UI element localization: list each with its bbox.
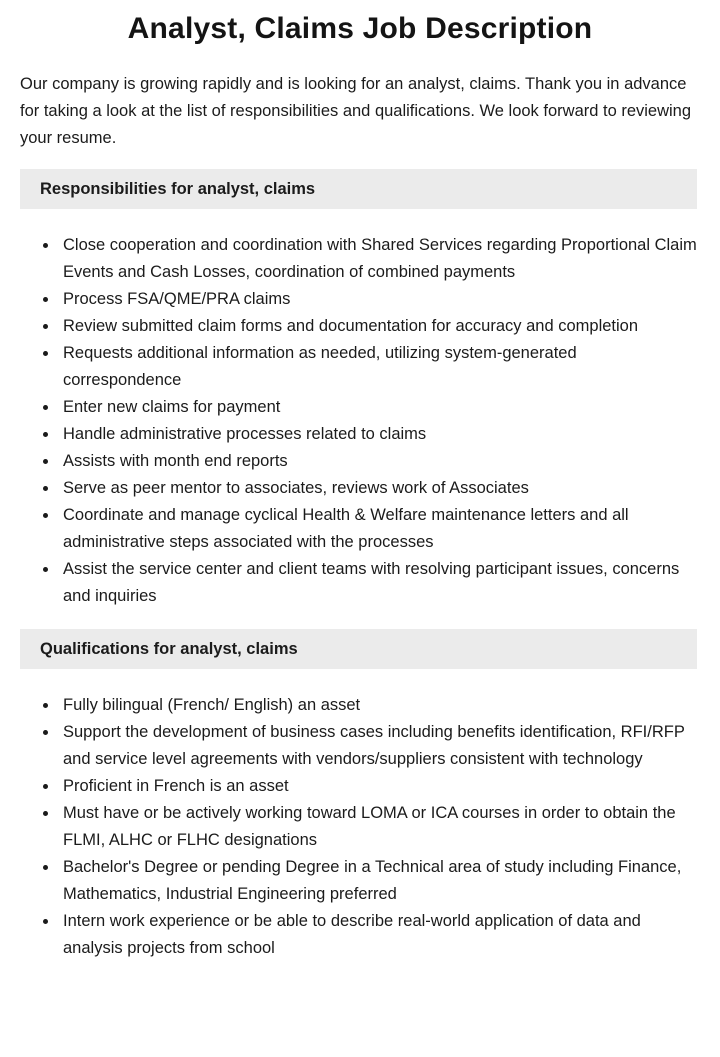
section-responsibilities — [0, 169, 720, 610]
list-item: Bachelor's Degree or pending Degree in a Technical area of study including Finance, Mathematics, Industrial Engineering preferred — [63, 854, 697, 908]
qualifications-list — [63, 692, 697, 962]
qualifications-heading: Qualifications for analyst, claims — [20, 629, 697, 669]
list-item: Proficient in French is an asset — [63, 773, 697, 800]
intro-paragraph: Our company is growing rapidly and is looking for an analyst, claims. Thank you in advance for taking a look at the list of responsibilities and qualifications. We look forward to reviewing your resume. — [20, 75, 692, 147]
list-item: Enter new claims for payment — [63, 394, 697, 421]
list-item: Support the development of business cases including benefits identification, RFI/RFP and service level agreements with vendors/suppliers consistent with technology — [63, 719, 697, 773]
list-item: Process FSA/QME/PRA claims — [63, 286, 697, 313]
bottom-spacer — [0, 962, 720, 994]
list-item: Intern work experience or be able to describe real-world application of data and analysis projects from school — [63, 908, 697, 962]
list-item: Must have or be actively working toward LOMA or ICA courses in order to obtain the FLMI, ALHC or FLHC designations — [63, 800, 697, 854]
list-item: Serve as peer mentor to associates, reviews work of Associates — [63, 475, 697, 502]
responsibilities-list — [63, 232, 697, 610]
list-item: Handle administrative processes related to claims — [63, 421, 697, 448]
responsibilities-heading: Responsibilities for analyst, claims — [20, 169, 697, 209]
list-item: Coordinate and manage cyclical Health & Welfare maintenance letters and all administrative steps associated with the processes — [63, 502, 697, 556]
list-item: Review submitted claim forms and documentation for accuracy and completion — [63, 313, 697, 340]
page-title: Analyst, Claims Job Description — [127, 12, 593, 45]
section-qualifications — [0, 629, 720, 962]
list-item: Fully bilingual (French/ English) an asset — [63, 692, 697, 719]
list-item: Assists with month end reports — [63, 448, 697, 475]
list-item: Requests additional information as needed, utilizing system-generated correspondence — [63, 340, 697, 394]
list-item: Close cooperation and coordination with Shared Services regarding Proportional Claim Events and Cash Losses, coordination of combined payments — [63, 232, 697, 286]
list-item: Assist the service center and client teams with resolving participant issues, concerns and inquiries — [63, 556, 697, 610]
